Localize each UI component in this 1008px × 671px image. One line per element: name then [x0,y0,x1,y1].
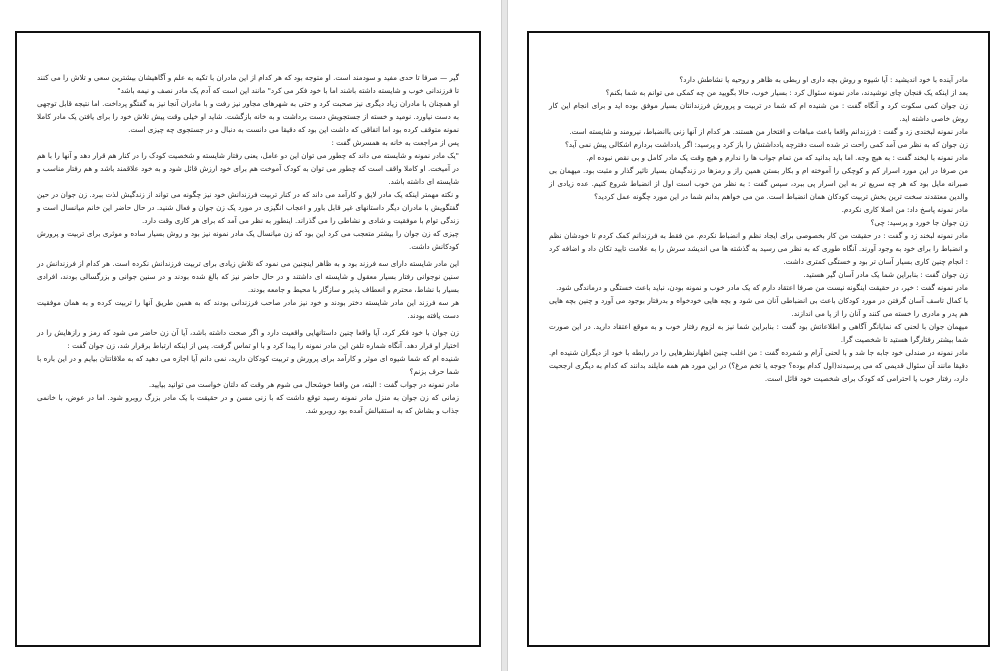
paragraph: زن جوان گفت : بنابراین شما یک مادر آسان گیر هستید. [803,270,968,279]
page-gap [501,0,508,671]
paragraph: مادر نمونه لبخندی زد و گفت : فرزندانم واقعا باعث مباهات و افتخار من هستند. هر کدام از آنها زنی باانضباط، نیرومند و شایسته است. [569,127,968,136]
paragraph: شنیده ام که شما شیوه ای موثر و کارآمد برای پرورش و تربیت کودکان دارید، نمی دانم آیا اجازه می دهید که به ملاقاتتان بیایم و در این باره با شما حرف بزنم؟ [37,354,459,376]
paragraph: چیزی که زن جوان را بیشتر متعجب می کرد این بود که زن میانسال یک مادر نمونه نیز بود و روش بسیار ساده و موثری برای تربیت و پرورش کودکانش داشت. [37,229,459,251]
document-page-left [15,31,481,647]
paragraph: میهمان جوان با لحنی که نمایانگر آگاهی و اطلاعاتش بود گفت : بنابراین شما نیز به لزوم رفتار خوب و به موقع اعتقاد دارید. در این صورت شما بیشتر رفتارگرا هستید تا شخصیت گرا. [549,322,968,344]
paragraph: هر سه فرزند این مادر شایسته دختر بودند و خود نیز مادر صاحب فرزندانی بودند که به همین طریق آنها را تربیت کرده و به همان موفقیت دست یافته بودند. [37,298,459,320]
paragraph: این مادر شایسته دارای سه فرزند بود و به ظاهر اینچنین می نمود که تلاش زیادی برای تربیت فرزندانش نکرده است. هر کدام از فرزندانش در سنین نوجوانی رفتار بسیار معقول و شایسته ای داشتند و در حال حاضر نیز که بالغ شده بودند و در سنین جوانی و بزرگسالی بودند، افرادی بسیار با نشاط، محترم و انعطاف پذیر و سازگار با محیط و جامعه بودند. [37,259,459,294]
paragraph: مادر نمونه در جواب گفت : البته، من واقعا خوشحال می شوم هر وقت که دلتان خواست می توانید بیایید. [148,380,459,389]
paragraph: بعد از اینکه یک فنجان چای نوشیدند، مادر نمونه سئوال کرد : بسیار خوب، حالا بگویید من چه کمکی می توانم به شما بکنم؟ [605,88,968,97]
paragraph: پس از مراجعت به خانه به همسرش گفت : [331,138,459,147]
paragraph: با کمال تاسف آسان گرفتن در مورد کودکان باعث بی انضباطی آنان می شود و بچه هایی خودخواه و بدرفتار بوجود می آورد و چنین بچه هایی هم پدر و مادری را خسته می کنند و آنان را از پا می اندازند. [549,296,968,318]
paragraph: و نکته مهمتر اینکه یک مادر لایق و کارآمد می داند که در کنار تربیت فرزندانش خود نیز چگونه می تواند از زندگیش لذت ببرد. زن جوان در حین گفتگویش با مادران دیگر داستانهای غیر قابل باور و اعجاب انگیزی در مورد یک زن جوان و فعال شنید. در حال حاضر این خانم میانسال است و زندگی توام با موفقیت و شادی و نشاطی را می گذراند. اینطور به نظر می آمد که برای هر کاری وقت دارد. [37,190,459,225]
paragraph: مادر نمونه در صندلی خود جابه جا شد و با لحنی آرام و شمرده گفت : من اغلب چنین اظهارنظرهایی را در رابطه با خود از دیگران شنیده ام. دقیقا مانند آن سئوال قدیمی که می پرسیدند(اول کدام بوده؟ جوجه یا تخم مرغ؟) در این مورد هم همه مایلند بدانند که کدام به دیگری ارجحیت دارد، رفتار خوب یا احترامی که کودک برای شخصیت خود قائل است. [549,348,968,383]
paragraph: "یک مادر نمونه و شایسته می داند که چطور می توان این دو عامل، یعنی رفتار شایسته و شخصیت کودک را در کنار هم قرار دهد و آنها را با هم در آمیخت. او کاملا واقف است که چطور می توان به کودک آموخت هم برای خود ارزش قائل شود و به خود علاقمند باشد و هم رفتار مناسب و شایسته ای داشته باشد. [37,151,459,186]
paragraph: من صرفا در این مورد اسرار کم و کوچکی را آموخته ام و بکار بستن همین راز و رمزها در زندگیمان بسیار تاثیر گذار و مثبت بود. میهمان بی صبرانه مایل بود که هر چه سریع تر به این اسرار پی ببرد، سپس گفت : به نظر من خوب است اول از انضباط شروع کنیم. عده زیادی از والدین معتقدند سخت ترین بخش تربیت کودکان همان انضباط است. من می خواهم بدانم شما در این مورد چگونه عمل کردید؟ [549,166,968,201]
paragraph: مادر نمونه پاسخ داد: من اصلا کاری نکردم. [841,205,968,214]
paragraph: زن جوان با خود فکر کرد، آیا واقعا چنین داستانهایی واقعیت دارد و اگر صحت داشته باشد، آیا آن زن حاضر می شود که رمز و رازهایش را در اختیار او قرار دهد. آنگاه شماره تلفن این مادر نمونه را پیدا کرد و با او تماس گرفت. پس از اینکه ارتباط برقرار شد، زن جوان گفت : [37,328,459,350]
paragraph: گیر — صرفا تا حدی مفید و سودمند است. او متوجه بود که هر کدام از این مادران با تکیه به علم و آگاهیشان بیشترین سعی و تلاش را می کنند تا فرزندانی خوب و شایسته داشته باشند اما با خود فکر می کرد" مانند این است که آدم یک مادر نصف و نیمه باشد" [37,73,459,95]
paragraph: مادر آینده با خود اندیشید : آیا شیوه و روش بچه داری او ربطی به ظاهر و روحیه یا نشاطش دارد؟ [679,75,968,84]
paragraph: زمانی که زن جوان به منزل مادر نمونه رسید توقع داشت که با زنی مسن و در حقیقت با یک مادر بزرگ روبرو شود. اما در عوض، با خانمی جذاب و بشاش که به استقبالش آمده بود روبرو شد. [37,393,459,415]
paragraph: زن جوان کمی سکوت کرد و آنگاه گفت : من شنیده ام که شما در تربیت و پرورش فرزندانتان بسیار موفق بوده اید و برای انجام این کار روش خاصی داشته اید. [549,101,968,123]
page-text-body [37,71,459,417]
paragraph: مادر نمونه لبخند زد و گفت : در حقیقت من کار بخصوصی برای ایجاد نظم و انضباط نکردم. من فقط به فرزندانم کمک کردم تا خودشان نظم و انضباط را برای خود به وجود آورند. آنگاه طوری که به نظر می رسید به گذشته ها می اندیشد سرش را به علامت تایید تکان داد و اضافه کرد : انجام چنین کاری بسیار آسان تر بود و خستگی کمتری داشت. [549,231,968,266]
paragraph: او همچنان با مادران زیاد دیگری نیز صحبت کرد و حتی به شهرهای مجاور نیز رفت و با مادران آنجا نیز به گفتگو پرداخت. اما نتیجه قابل توجهی به دست نیاورد. نومید و خسته از جستجویش دست برداشت و به خانه بازگشت. شاید او خیلی وقت پیش تلاش خود را برای یافتن یک مادر کاملا نمونه متوقف کرده بود اما اتفاقی که داشت این بود که دقیقا می دانست به دنبال و در جستجوی چه چیزی است. [37,99,459,134]
paragraph: زن جوان که به نظر می آمد کمی راحت تر شده است دفترچه یادداشتش را باز کرد و پرسید: اگر یادداشت بردارم اشکالی پیش نمی آید؟ [564,140,968,149]
paragraph: مادر نمونه گفت : خیر، در حقیقت اینگونه نیست من صرفا اعتقاد دارم که یک مادر خوب و نمونه بودن، نباید باعث خستگی و درماندگی شود. [556,283,968,292]
paragraph: زن جوان جا خورد و پرسید: چی؟ [870,218,968,227]
paragraph: مادر نمونه با لبخند گفت : به هیچ وجه. اما باید بدانید که من تمام جواب ها را ندارم و هیچ وقت یک مادر کامل و بی نقص نبوده ام. [586,153,968,162]
document-page-right [527,31,990,647]
page-text-body [549,73,968,385]
